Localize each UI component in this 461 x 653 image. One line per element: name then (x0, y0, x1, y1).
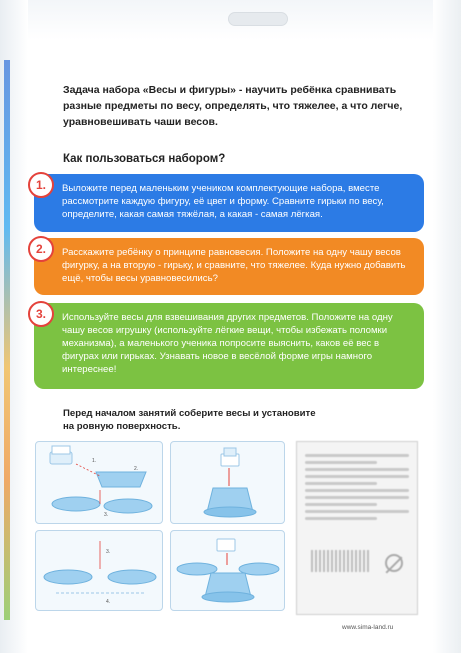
assembly-diagram-3 (35, 530, 163, 611)
howto-title: Как пользоваться набором? (63, 153, 226, 165)
intro-text: Задача набора «Весы и фигуры» - научить ребёнка сравнивать разные предметы по весу, определять, что тяжелее, а что легче, уравновешивать чаши весов. (63, 84, 403, 128)
scale-pans-illustration (36, 531, 164, 612)
hang-hole (228, 12, 288, 26)
diagram-3-label-a: 3. (106, 549, 111, 555)
assembly-note: Перед началом занятий соберите весы и установите на ровную поверхность. (63, 408, 316, 432)
step-2-text: Расскажите ребёнку о принципе равновесия. Положите на одну чашу весов фигурку, а на вторую - гирьку, и сравните, что тяжелее. Куда нужно добавить ещё, чтобы весы уравновесились? (62, 247, 406, 284)
diagram-1-label-c: 3. (104, 512, 109, 518)
box-right-edge (433, 0, 461, 653)
diagram-1-label-b: 2. (134, 466, 139, 472)
assembly-diagram-4 (170, 530, 285, 611)
step-3-text: Используйте весы для взвешивания других предметов. Положите на одну чашу весов игрушку (используйте лёгкие вещи, чтобы избежать поломки механизма), а маленького ученика попросите выяснить, каков её вес в фигурах или гирьках. Узнавать новое в весёлой форме игры намного интереснее! (62, 312, 393, 375)
assembled-scale-illustration (171, 531, 286, 612)
assembly-diagram-1 (35, 441, 163, 524)
step-3-band (34, 303, 424, 389)
barcode (311, 550, 371, 572)
product-info-label (296, 441, 418, 615)
diagram-1-label-a: 1. (92, 458, 97, 464)
box-top-fold (28, 0, 433, 40)
step-2-number: 2. (28, 236, 54, 262)
diagram-3-label-b: 4. (106, 599, 111, 605)
box-left-stripe (4, 60, 10, 620)
scale-parts-illustration (36, 442, 164, 525)
site-url: www.sima-land.ru (342, 624, 394, 631)
step-2-band (34, 238, 424, 295)
assembly-diagram-2 (170, 441, 285, 524)
step-1-band (34, 174, 424, 232)
age-warning-icon (385, 554, 403, 572)
step-1-number: 1. (28, 172, 54, 198)
step-3-number: 3. (28, 301, 54, 327)
scale-base-illustration (171, 442, 286, 525)
step-1-text: Выложите перед маленьким учеником комплектующие набора, вместе рассмотрите каждую фигуру, её цвет и форму. Сравните гирьки по весу, определите, какая самая тяжёлая, а какая - самая лёгкая. (62, 183, 384, 220)
